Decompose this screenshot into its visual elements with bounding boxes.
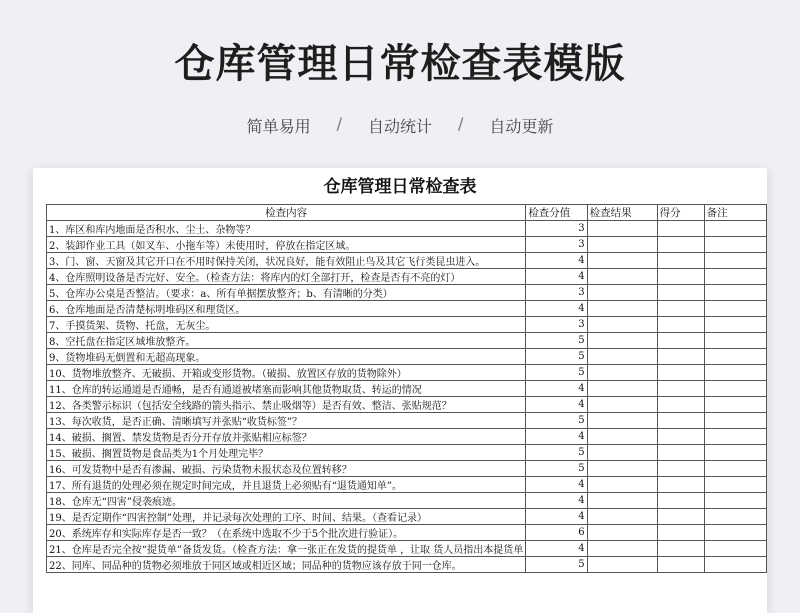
points-cell[interactable] bbox=[657, 429, 704, 445]
points-cell[interactable] bbox=[657, 285, 704, 301]
check-score-cell[interactable]: 4 bbox=[526, 253, 587, 269]
remarks-cell[interactable] bbox=[704, 493, 766, 509]
check-result-cell[interactable] bbox=[587, 237, 657, 253]
remarks-cell[interactable] bbox=[704, 285, 766, 301]
table-row bbox=[47, 317, 767, 333]
check-score-cell[interactable]: 3 bbox=[526, 221, 587, 237]
table-row bbox=[47, 493, 767, 509]
check-score-cell[interactable]: 4 bbox=[526, 429, 587, 445]
feature-tags bbox=[0, 114, 800, 137]
check-content-cell[interactable]: 6、仓库地面是否清楚标明堆码区和理货区。 bbox=[47, 301, 526, 317]
column-header-points: 得分 bbox=[657, 205, 704, 221]
remarks-cell[interactable] bbox=[704, 253, 766, 269]
remarks-cell[interactable] bbox=[704, 509, 766, 525]
points-cell[interactable] bbox=[657, 413, 704, 429]
check-result-cell[interactable] bbox=[587, 381, 657, 397]
tag-separator: / bbox=[336, 114, 342, 133]
check-result-cell[interactable] bbox=[587, 493, 657, 509]
table-row bbox=[47, 269, 767, 285]
check-result-cell[interactable] bbox=[587, 397, 657, 413]
points-cell[interactable] bbox=[657, 237, 704, 253]
sheet-title: 仓库管理日常检查表 bbox=[323, 177, 477, 197]
check-result-cell[interactable] bbox=[587, 525, 657, 541]
column-header-result: 检查结果 bbox=[587, 205, 657, 221]
check-content-cell[interactable]: 20、系统库存和实际库存是否一致？（在系统中选取不少于5个批次进行验证）。 bbox=[47, 525, 526, 541]
tag-separator: / bbox=[458, 114, 464, 133]
remarks-cell[interactable] bbox=[704, 365, 766, 381]
check-content-cell[interactable]: 10、货物堆放整齐、无破损、开箱或变形货物。（破损、放置区存放的货物除外） bbox=[47, 365, 526, 381]
remarks-cell[interactable] bbox=[704, 333, 766, 349]
check-result-cell[interactable] bbox=[587, 301, 657, 317]
table-row bbox=[47, 541, 767, 557]
check-result-cell[interactable] bbox=[587, 221, 657, 237]
points-cell[interactable] bbox=[657, 461, 704, 477]
points-cell[interactable] bbox=[657, 397, 704, 413]
check-result-cell[interactable] bbox=[587, 429, 657, 445]
points-cell[interactable] bbox=[657, 317, 704, 333]
check-score-cell[interactable]: 4 bbox=[526, 493, 587, 509]
check-content-cell[interactable]: 1、库区和库内地面是否积水、尘土、杂物等？ bbox=[47, 221, 526, 237]
check-score-cell[interactable]: 3 bbox=[526, 237, 587, 253]
column-header-content: 检查内容 bbox=[47, 205, 526, 221]
table-row bbox=[47, 381, 767, 397]
check-score-cell[interactable]: 5 bbox=[526, 333, 587, 349]
remarks-cell[interactable] bbox=[704, 557, 766, 573]
remarks-cell[interactable] bbox=[704, 349, 766, 365]
remarks-cell[interactable] bbox=[704, 397, 766, 413]
remarks-cell[interactable] bbox=[704, 221, 766, 237]
check-result-cell[interactable] bbox=[587, 509, 657, 525]
remarks-cell[interactable] bbox=[704, 525, 766, 541]
check-result-cell[interactable] bbox=[587, 557, 657, 573]
column-header-remarks: 备注 bbox=[704, 205, 766, 221]
remarks-cell[interactable] bbox=[704, 317, 766, 333]
feature-tag: 自动更新 bbox=[489, 117, 554, 136]
table-row bbox=[47, 461, 767, 477]
check-score-cell[interactable]: 5 bbox=[526, 365, 587, 381]
check-content-cell[interactable]: 12、各类警示标识（包括安全线路的箭头指示、禁止吸烟等）是否有效、整洁、张贴规范？ bbox=[47, 397, 526, 413]
points-cell[interactable] bbox=[657, 381, 704, 397]
check-result-cell[interactable] bbox=[587, 445, 657, 461]
table-row bbox=[47, 285, 767, 301]
check-result-cell[interactable] bbox=[587, 317, 657, 333]
check-result-cell[interactable] bbox=[587, 413, 657, 429]
check-score-cell[interactable]: 4 bbox=[526, 509, 587, 525]
remarks-cell[interactable] bbox=[704, 477, 766, 493]
check-result-cell[interactable] bbox=[587, 269, 657, 285]
check-result-cell[interactable] bbox=[587, 285, 657, 301]
check-score-cell[interactable]: 3 bbox=[526, 317, 587, 333]
feature-tag: 简单易用 bbox=[246, 117, 311, 136]
points-cell[interactable] bbox=[657, 509, 704, 525]
check-result-cell[interactable] bbox=[587, 253, 657, 269]
check-score-cell[interactable]: 4 bbox=[526, 269, 587, 285]
check-content-cell[interactable]: 17、所有退货的处理必须在规定时间完成，并且退货上必须贴有“退货通知单”。 bbox=[47, 477, 526, 493]
check-content-cell[interactable]: 11、仓库的转运通道是否通畅，是否有通道被堵塞而影响其他货物取货、转运的情况 bbox=[47, 381, 526, 397]
remarks-cell[interactable] bbox=[704, 269, 766, 285]
check-content-cell[interactable]: 13、每次收货，是否正确、清晰填写并张贴“收货标签”？ bbox=[47, 413, 526, 429]
remarks-cell[interactable] bbox=[704, 461, 766, 477]
remarks-cell[interactable] bbox=[704, 381, 766, 397]
check-content-cell[interactable]: 5、仓库办公桌是否整洁。（要求：a、所有单据摆放整齐；b、有清晰的分类） bbox=[47, 285, 526, 301]
points-cell[interactable] bbox=[657, 333, 704, 349]
table-row bbox=[47, 365, 767, 381]
check-score-cell[interactable]: 5 bbox=[526, 413, 587, 429]
check-score-cell[interactable]: 4 bbox=[526, 541, 587, 557]
points-cell[interactable] bbox=[657, 365, 704, 381]
remarks-cell[interactable] bbox=[704, 429, 766, 445]
check-result-cell[interactable] bbox=[587, 541, 657, 557]
check-score-cell[interactable]: 5 bbox=[526, 349, 587, 365]
check-result-cell[interactable] bbox=[587, 477, 657, 493]
check-content-cell[interactable]: 14、破损、搁置、禁发货物是否分开存放并张贴相应标签？ bbox=[47, 429, 526, 445]
points-cell[interactable] bbox=[657, 541, 704, 557]
check-score-cell[interactable]: 6 bbox=[526, 525, 587, 541]
check-result-cell[interactable] bbox=[587, 461, 657, 477]
check-score-cell[interactable]: 5 bbox=[526, 557, 587, 573]
check-content-cell[interactable]: 4、仓库照明设备是否完好、安全。（检查方法：将库内的灯全部打开，检查是否有不亮的灯） bbox=[47, 269, 526, 285]
points-cell[interactable] bbox=[657, 349, 704, 365]
points-cell[interactable] bbox=[657, 221, 704, 237]
check-content-cell[interactable]: 22、同库、同品种的货物必须堆放于同区域或相近区域；同品种的货物应该存放于同一仓库。 bbox=[47, 557, 526, 573]
remarks-cell[interactable] bbox=[704, 445, 766, 461]
check-content-cell[interactable]: 2、装卸作业工具（如叉车、小拖车等）未使用时，停放在指定区域。 bbox=[47, 237, 526, 253]
check-result-cell[interactable] bbox=[587, 365, 657, 381]
points-cell[interactable] bbox=[657, 525, 704, 541]
table-row bbox=[47, 525, 767, 541]
check-score-cell[interactable]: 4 bbox=[526, 477, 587, 493]
check-content-cell[interactable]: 19、是否定期作“四害控制”处理，并记录每次处理的工序、时间、结果。（查看记录） bbox=[47, 509, 526, 525]
remarks-cell[interactable] bbox=[704, 541, 766, 557]
points-cell[interactable] bbox=[657, 557, 704, 573]
points-cell[interactable] bbox=[657, 253, 704, 269]
check-score-cell[interactable]: 4 bbox=[526, 301, 587, 317]
page-title: 仓库管理日常检查表模版 bbox=[174, 41, 626, 87]
check-content-cell[interactable]: 7、手摸货架、货物、托盘，无灰尘。 bbox=[47, 317, 526, 333]
table-row bbox=[47, 221, 767, 237]
table-header-row bbox=[47, 205, 767, 221]
remarks-cell[interactable] bbox=[704, 301, 766, 317]
table-row bbox=[47, 333, 767, 349]
check-content-cell[interactable]: 21、仓库是否完全按“提货单”备货发货。（检查方法：拿一张正在发货的提货单 ，让取 货人员指出本提货单 bbox=[47, 541, 526, 557]
table-row bbox=[47, 509, 767, 525]
check-result-cell[interactable] bbox=[587, 333, 657, 349]
inspection-table bbox=[46, 204, 767, 573]
table-row bbox=[47, 429, 767, 445]
feature-tag: 自动统计 bbox=[367, 117, 432, 136]
remarks-cell[interactable] bbox=[704, 237, 766, 253]
check-content-cell[interactable]: 9、货物堆码无倒置和无超高现象。 bbox=[47, 349, 526, 365]
check-content-cell[interactable]: 18、仓库无“四害”侵袭痕迹。 bbox=[47, 493, 526, 509]
points-cell[interactable] bbox=[657, 301, 704, 317]
table-row bbox=[47, 477, 767, 493]
table-row bbox=[47, 445, 767, 461]
table-row bbox=[47, 413, 767, 429]
table-row bbox=[47, 301, 767, 317]
points-cell[interactable] bbox=[657, 269, 704, 285]
check-result-cell[interactable] bbox=[587, 349, 657, 365]
check-content-cell[interactable]: 8、空托盘在指定区域堆放整齐。 bbox=[47, 333, 526, 349]
check-content-cell[interactable]: 3、门、窗、天窗及其它开口在不用时保持关闭，状况良好，能有效阻止鸟及其它飞行类昆虫进入。 bbox=[47, 253, 526, 269]
table-row bbox=[47, 253, 767, 269]
check-content-cell[interactable]: 16、可发货物中是否有渗漏、破损、污染货物未报状态及位置转移？ bbox=[47, 461, 526, 477]
table-row bbox=[47, 349, 767, 365]
check-score-cell[interactable]: 3 bbox=[526, 285, 587, 301]
table-row bbox=[47, 557, 767, 573]
table-row bbox=[47, 237, 767, 253]
column-header-score: 检查分值 bbox=[526, 205, 587, 221]
spreadsheet-preview bbox=[33, 168, 767, 613]
remarks-cell[interactable] bbox=[704, 413, 766, 429]
check-score-cell[interactable]: 4 bbox=[526, 381, 587, 397]
points-cell[interactable] bbox=[657, 493, 704, 509]
points-cell[interactable] bbox=[657, 445, 704, 461]
check-score-cell[interactable]: 4 bbox=[526, 397, 587, 413]
check-score-cell[interactable]: 5 bbox=[526, 445, 587, 461]
points-cell[interactable] bbox=[657, 477, 704, 493]
table-row bbox=[47, 397, 767, 413]
check-score-cell[interactable]: 5 bbox=[526, 461, 587, 477]
check-content-cell[interactable]: 15、破损、搁置货物是食品类为1个月处理完毕？ bbox=[47, 445, 526, 461]
